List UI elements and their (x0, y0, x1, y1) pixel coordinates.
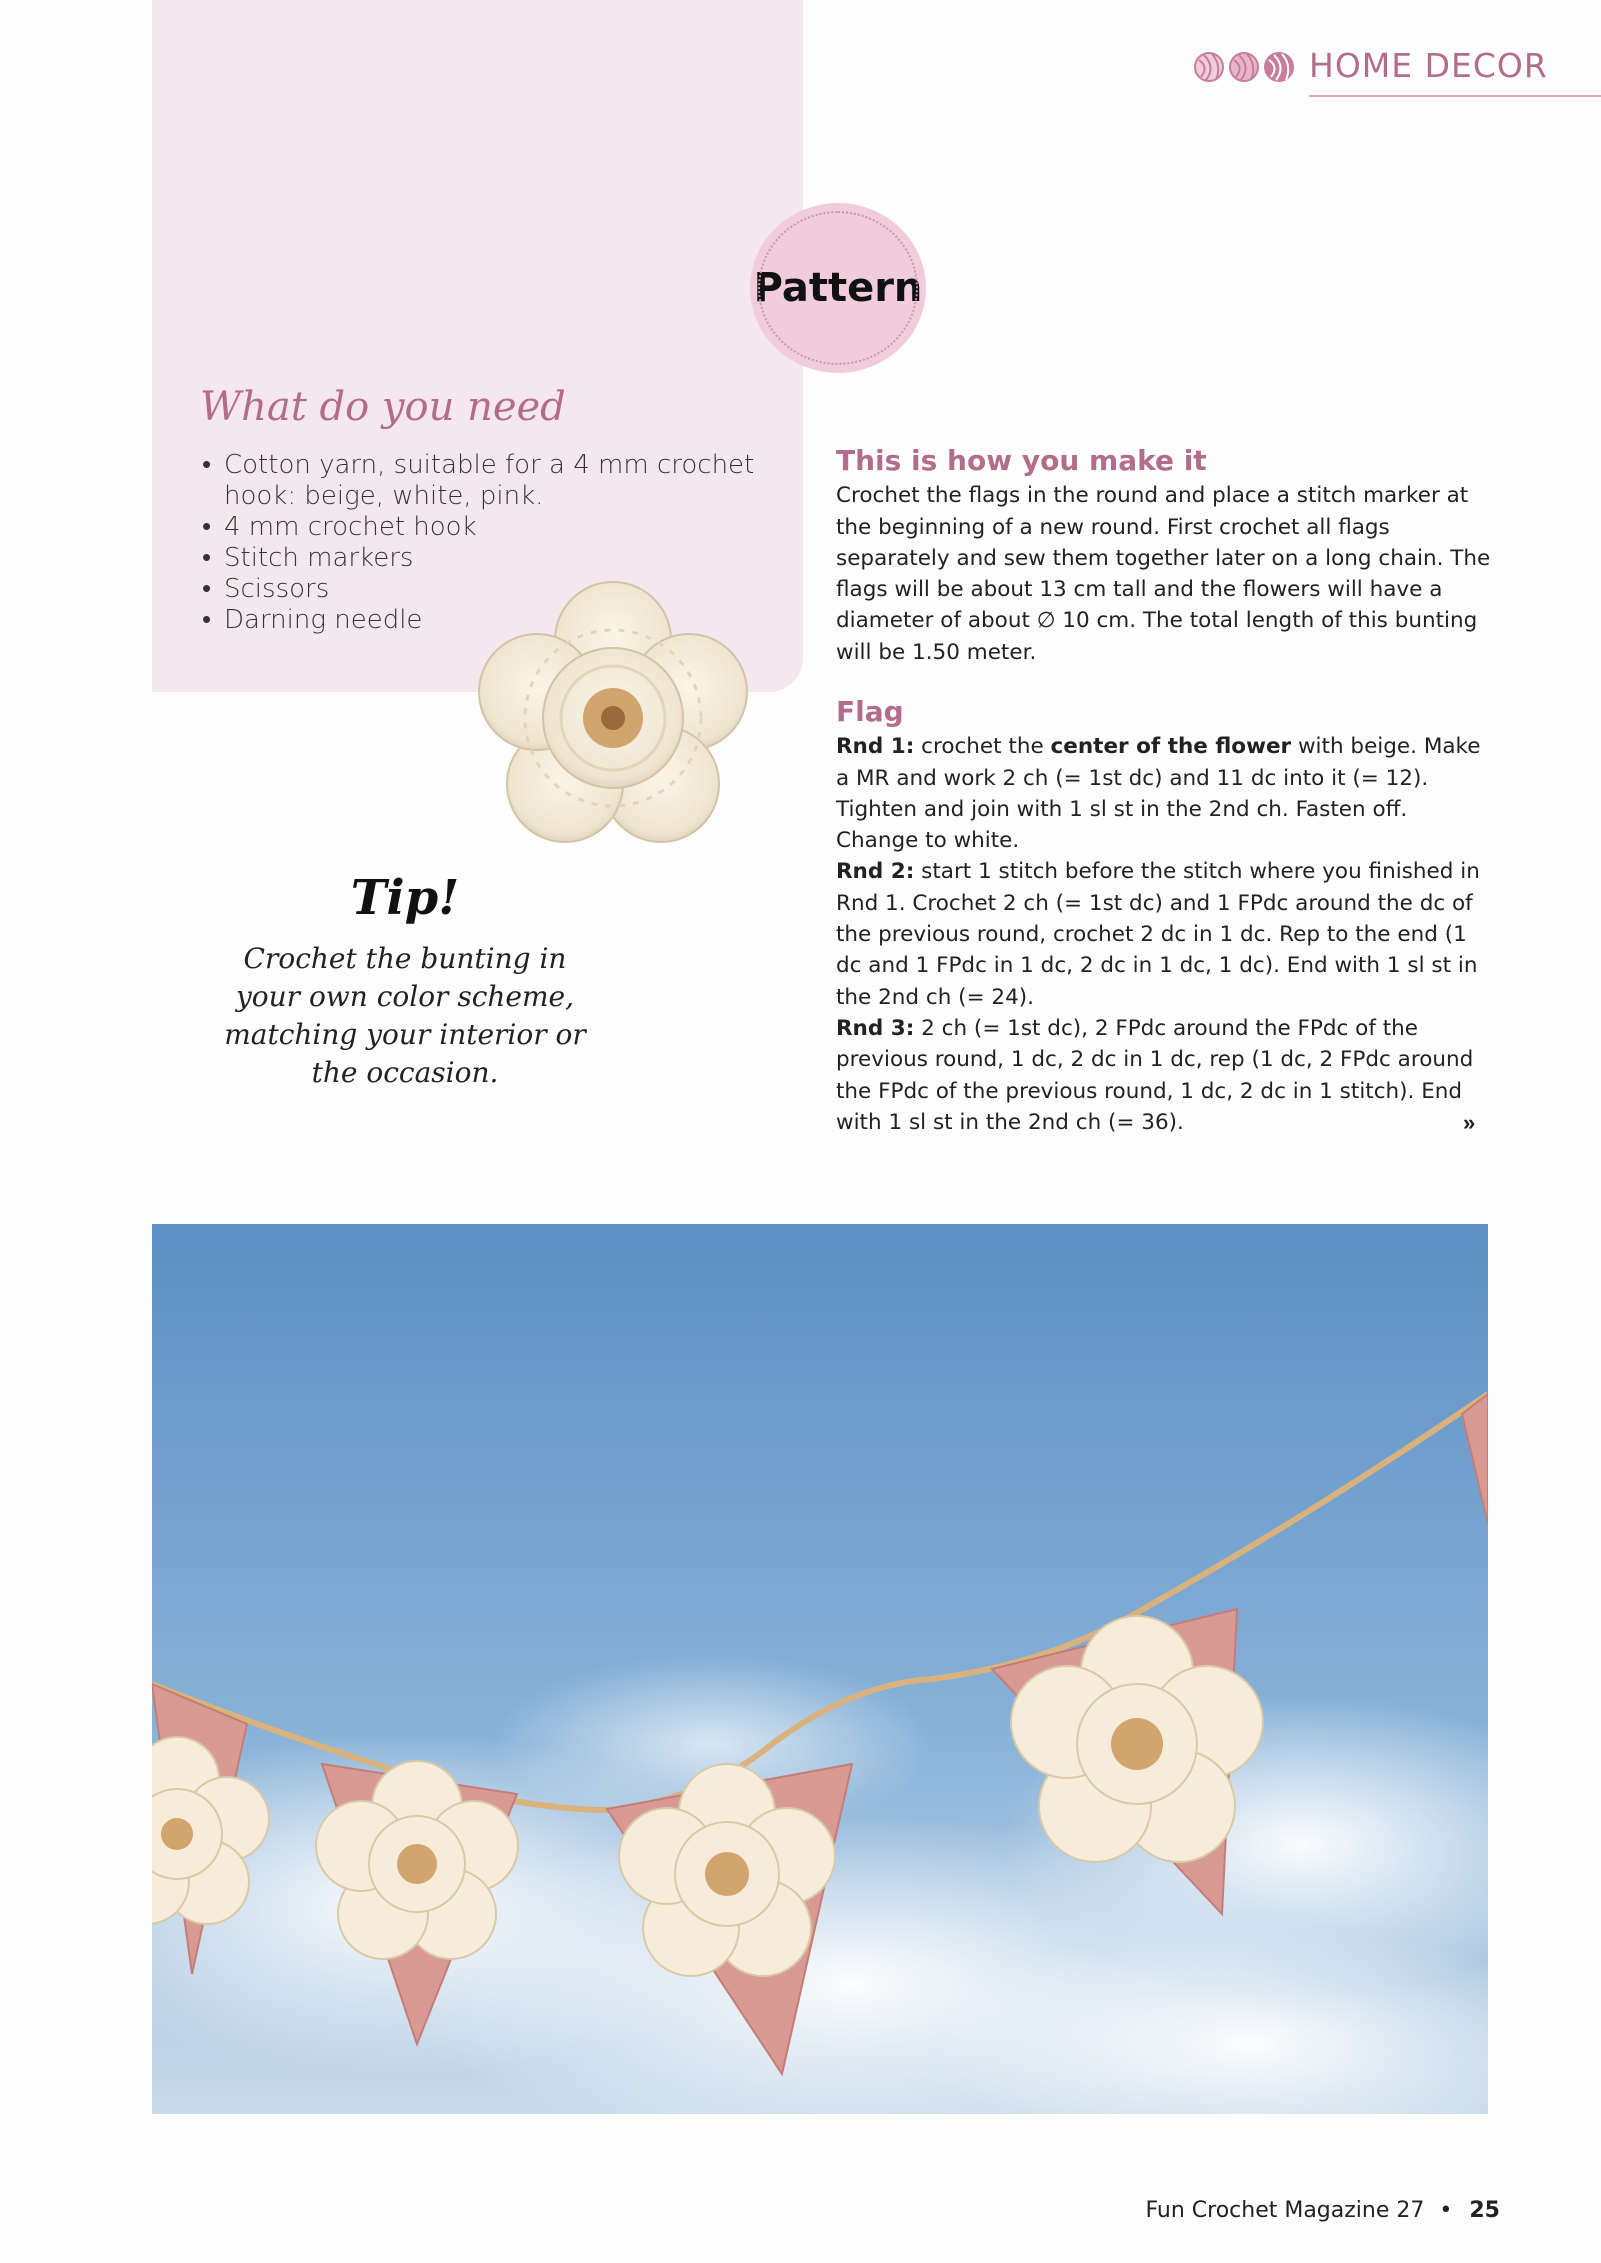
page-footer (1100, 2198, 1500, 2223)
round-text: with beige. Make a MR and work 2 ch (= 1st dc) and 11 dc into it (= 12). Tighten and join with 1 sl st in the 2nd ch. Fasten off. Change to white. (836, 734, 1481, 854)
flag-title: Flag (836, 695, 904, 728)
materials-title: What do you need (200, 384, 566, 430)
section-rule (1309, 95, 1601, 97)
round-text: start 1 stitch before the stitch where you finished in Rnd 1. Crochet 2 ch (= 1st dc) and 1 FPdc around the dc of the previous round, crochet 2 dc in 1 dc. Rep to the end (1 dc and 1 FPdc in 1 dc, 2 dc in 1 dc, 1 dc). End with 1 sl st in the 2nd ch (= 24). (836, 859, 1480, 1010)
round-1 (836, 731, 1496, 856)
round-emphasis: center of the flower (1050, 734, 1292, 760)
crochet-flower-photo (478, 568, 748, 868)
list-item: • 4 mm crochet hook (200, 512, 760, 543)
section-title: HOME DECOR (1309, 46, 1548, 85)
pattern-badge-label: Pattern (753, 265, 923, 311)
round-label: Rnd 2: (836, 859, 915, 885)
continue-arrow: » (1463, 1110, 1476, 1135)
list-item: • Scissors (200, 574, 760, 605)
flag-instructions (836, 696, 1496, 1138)
yarn-icons (1192, 50, 1304, 84)
pattern-badge (750, 203, 926, 373)
round-label: Rnd 1: (836, 734, 915, 760)
yarn-ball-icon (1192, 50, 1304, 84)
footer-separator: • (1439, 2198, 1453, 2223)
round-text: 2 ch (= 1st dc), 2 FPdc around the FPdc of the previous round, 1 dc, 2 dc in 1 dc, rep (1 dc, 2 FPdc around the FPdc of the previous round, 1 dc, 2 dc in 1 stitch). End with 1 sl st in the 2nd ch (= 36). (836, 1015, 1474, 1135)
round-3 (836, 1013, 1496, 1138)
round-label: Rnd 3: (836, 1015, 915, 1041)
round-text: crochet the (914, 734, 1051, 760)
magazine-name: Fun Crochet Magazine 27 (1145, 2198, 1425, 2223)
how-title: This is how you make it (836, 444, 1207, 477)
list-item: • Darning needle (200, 605, 760, 636)
how-text: Crochet the flags in the round and place a stitch marker at the beginning of a new round. First crochet all flags separately and sew them together later on a long chain. The flags will be about 13 cm tall and the flowers will have a diameter of about ∅ 10 cm. The total length of this bunting will be 1.50 meter. (836, 483, 1491, 665)
round-2 (836, 856, 1496, 1012)
list-item: • Stitch markers (200, 543, 760, 574)
tip-title: Tip! (350, 870, 460, 926)
page-number: 25 (1469, 2198, 1500, 2223)
tip-text: Crochet the bunting in your own color scheme, matching your interior or the occasion. (224, 942, 586, 1089)
list-item: • Cotton yarn, suitable for a 4 mm crochet hook: beige, white, pink. (200, 450, 760, 512)
instructions-intro (836, 445, 1496, 668)
bunting-photo (152, 1224, 1488, 2114)
